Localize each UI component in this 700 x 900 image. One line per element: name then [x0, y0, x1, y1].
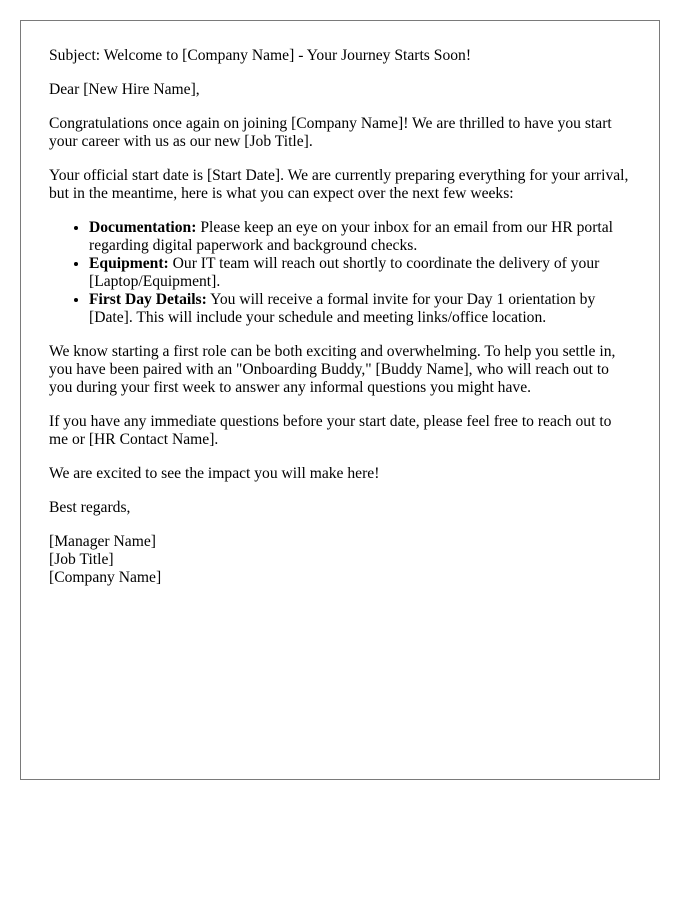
list-item-documentation: [89, 219, 631, 255]
letter-closing: Best regards,: [49, 499, 131, 516]
list-item-label: Documentation:: [89, 219, 197, 236]
letter-subject: Subject: Welcome to [Company Name] - Your Journey Starts Soon!: [49, 47, 472, 64]
list-item-text: You will receive a formal invite for your Day 1 orientation by [Date]. This will include your schedule and meeting links/office location.: [89, 291, 596, 326]
list-item-equipment: [89, 255, 631, 291]
letter-paragraph-onboarding-buddy: We know starting a first role can be both exciting and overwhelming. To help you settle in, you have been paired with an "Onboarding Buddy," [Buddy Name], who will reach out to you during your first week to answer any informal questions you might have.: [49, 343, 616, 396]
list-item-text: Our IT team will reach out shortly to coordinate the delivery of your [Laptop/Equipment].: [89, 255, 600, 290]
letter-greeting: Dear [New Hire Name],: [49, 81, 200, 98]
list-item-label: First Day Details:: [89, 291, 207, 308]
expectations-list: [49, 219, 631, 327]
signature-name: [Manager Name]: [49, 533, 156, 550]
signature-company: [Company Name]: [49, 569, 162, 586]
letter-paragraph-start-date: Your official start date is [Start Date]. We are currently preparing everything for your arrival, but in the meantime, here is what you can expect over the next few weeks:: [49, 167, 629, 202]
letter-paragraph-questions: If you have any immediate questions before your start date, please feel free to reach out to me or [HR Contact Name].: [49, 413, 612, 448]
letter-paragraph-excited: We are excited to see the impact you will make here!: [49, 465, 380, 482]
signature-block: [49, 533, 631, 587]
list-item-text: Please keep an eye on your inbox for an email from our HR portal regarding digital paperwork and background checks.: [89, 219, 613, 254]
letter-container: [20, 20, 660, 780]
signature-title: [Job Title]: [49, 551, 114, 568]
letter-paragraph-congratulations: Congratulations once again on joining [Company Name]! We are thrilled to have you start your career with us as our new [Job Title].: [49, 115, 612, 150]
list-item-first-day-details: [89, 291, 631, 327]
list-item-label: Equipment:: [89, 255, 169, 272]
